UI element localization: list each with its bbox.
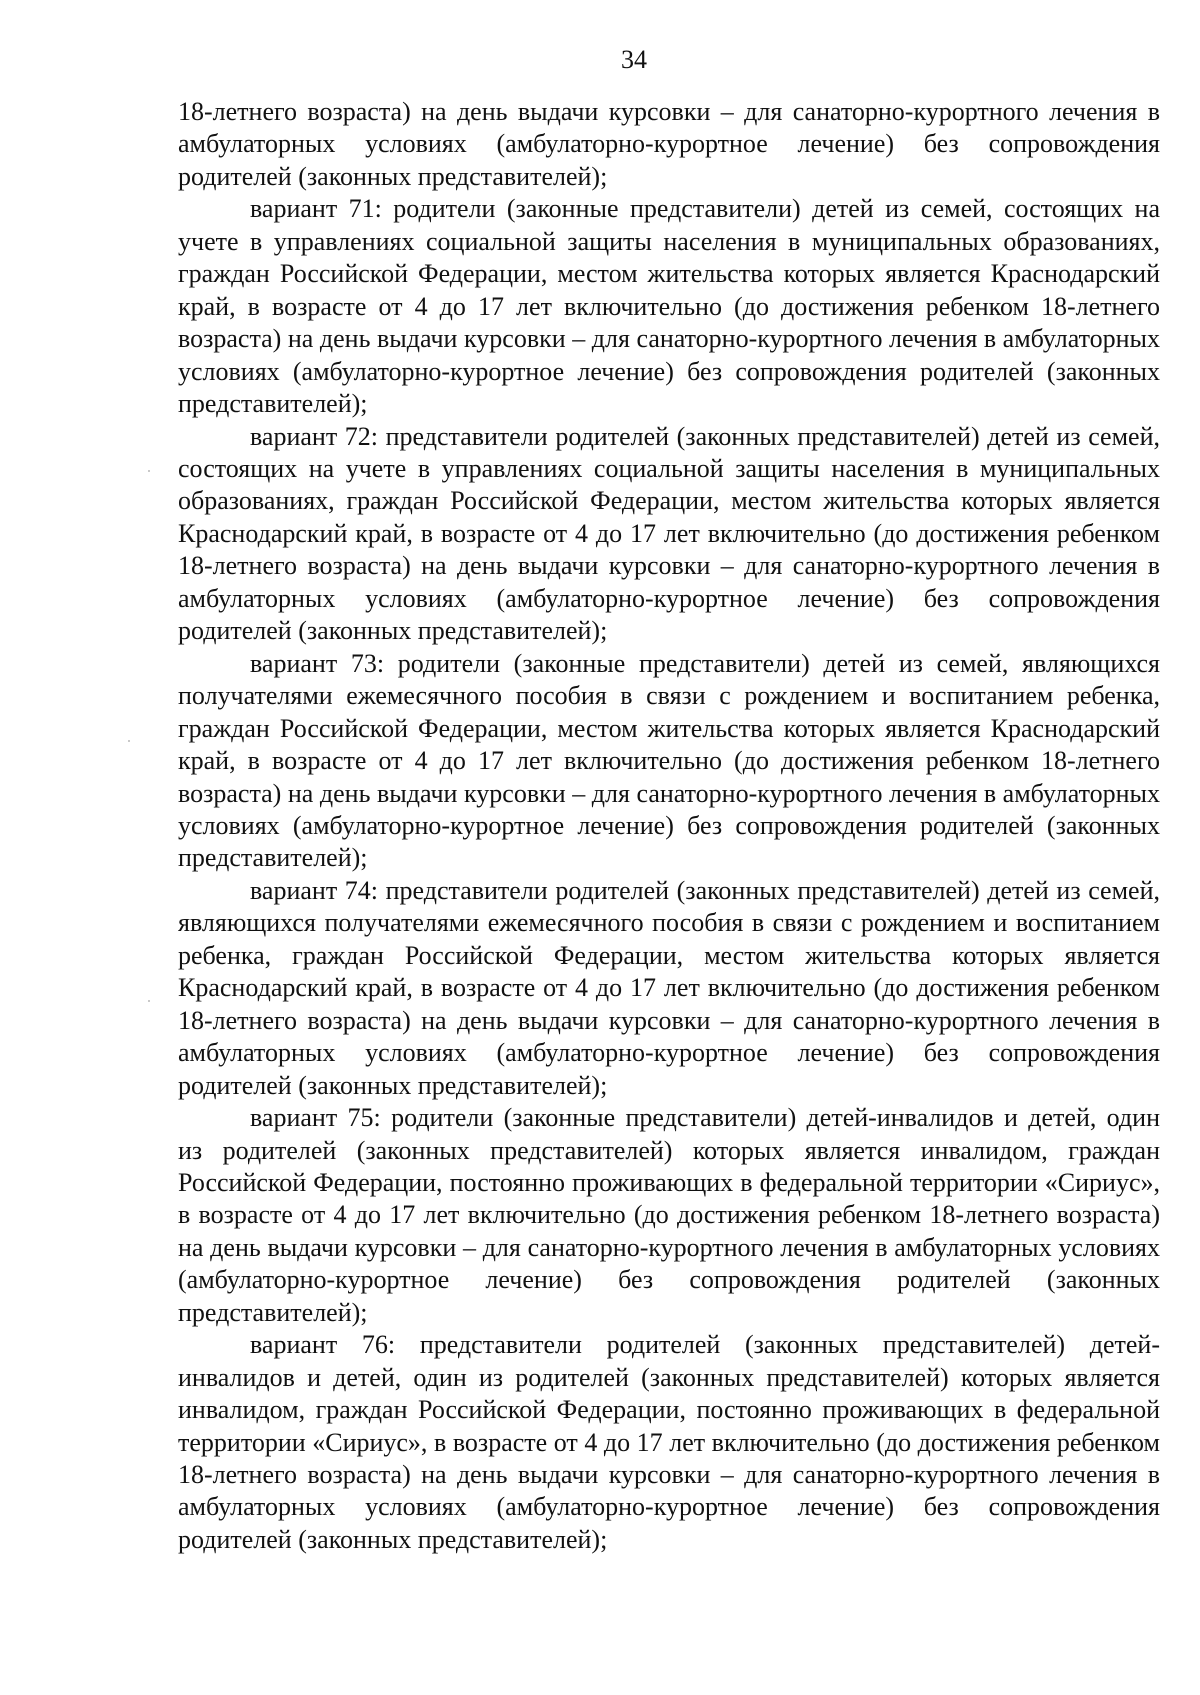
paragraph-variant-73: вариант 73: родители (законные представители) детей из семей, являющихся получателями ежемесячного пособия в связи с рождением и воспитанием ребенка, граждан Российской Федерации, местом жительства которых является Краснодарский край, в возрасте от 4 до 17 лет включительно (до достижения ребенком 18-летнего возраста) на день выдачи курсовки – для санаторно-курортного лечения в амбулаторных условиях (амбулаторно-курортное лечение) без сопровождения родителей (законных представителей); xyxy=(178,648,1160,873)
page-number: 34 xyxy=(621,45,647,74)
scan-speck xyxy=(148,1000,150,1002)
paragraph-variant-72: вариант 72: представители родителей (законных представителей) детей из семей, состоящих на учете в управлениях социальной защиты населения в муниципальных образованиях, граждан Российской Федерации, местом жительства которых является Краснодарский край, в возрасте от 4 до 17 лет включительно (до достижения ребенком 18-летнего возраста) на день выдачи курсовки – для санаторно-курортного лечения в амбулаторных условиях (амбулаторно-курортное лечение) без сопровождения родителей (законных представителей); xyxy=(178,421,1160,646)
scan-speck xyxy=(148,470,150,472)
document-body xyxy=(178,96,1160,1556)
paragraph-variant-71: вариант 71: родители (законные представители) детей из семей, состоящих на учете в управлениях социальной защиты населения в муниципальных образованиях, граждан Российской Федерации, местом жительства которых является Краснодарский край, в возрасте от 4 до 17 лет включительно (до достижения ребенком 18-летнего возраста) на день выдачи курсовки – для санаторно-курортного лечения в амбулаторных условиях (амбулаторно-курортное лечение) без сопровождения родителей (законных представителей); xyxy=(178,194,1160,419)
paragraph-continuation: 18-летнего возраста) на день выдачи курсовки – для санаторно-курортного лечения в амбулаторных условиях (амбулаторно-курортное лечение) без сопровождения родителей (законных представителей); xyxy=(178,97,1160,191)
paragraph-variant-74: вариант 74: представители родителей (законных представителей) детей из семей, являющихся получателями ежемесячного пособия в связи с рождением и воспитанием ребенка, граждан Российской Федерации, местом жительства которых является Краснодарский край, в возрасте от 4 до 17 лет включительно (до достижения ребенком 18-летнего возраста) на день выдачи курсовки – для санаторно-курортного лечения в амбулаторных условиях (амбулаторно-курортное лечение) без сопровождения родителей (законных представителей); xyxy=(178,875,1160,1100)
paragraph-variant-76: вариант 76: представители родителей (законных представителей) детей-инвалидов и детей, один из родителей (законных представителей) которых является инвалидом, граждан Российской Федерации, постоянно проживающих в федеральной территории «Сириус», в возрасте от 4 до 17 лет включительно (до достижения ребенком 18-летнего возраста) на день выдачи курсовки – для санаторно-курортного лечения в амбулаторных условиях (амбулаторно-курортное лечение) без сопровождения родителей (законных представителей); xyxy=(178,1330,1160,1554)
paragraph-variant-75: вариант 75: родители (законные представители) детей-инвалидов и детей, один из родителей (законных представителей) которых является инвалидом, граждан Российской Федерации, постоянно проживающих в федеральной территории «Сириус», в возрасте от 4 до 17 лет включительно (до достижения ребенком 18-летнего возраста) на день выдачи курсовки – для санаторно-курортного лечения в амбулаторных условиях (амбулаторно-курортное лечение) без сопровождения родителей (законных представителей); xyxy=(178,1103,1160,1327)
scan-speck xyxy=(128,740,130,742)
